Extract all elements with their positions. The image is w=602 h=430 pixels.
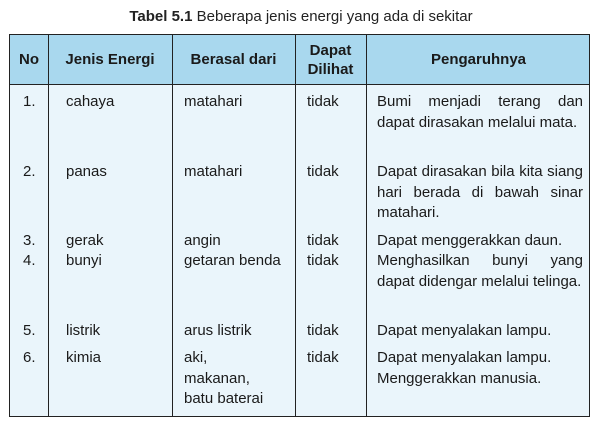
row-3-no: 3.	[23, 232, 36, 249]
row-5-asal: arus listrik	[184, 322, 252, 339]
energy-table	[9, 34, 590, 417]
row-1-no: 1.	[23, 93, 36, 110]
row-5-jenis: listrik	[66, 322, 101, 339]
row-4-dapat: tidak	[307, 252, 339, 269]
header-dapat-line2: Dilihat	[307, 60, 354, 78]
row-6-dapat: tidak	[307, 349, 339, 366]
col-divider-1	[48, 35, 49, 416]
row-3-dapat: tidak	[307, 232, 339, 249]
row-5-dapat: tidak	[307, 322, 339, 339]
row-2-no: 2.	[23, 163, 36, 180]
header-dapat-dilihat	[295, 35, 366, 84]
row-5-pengaruh: Dapat menyalakan lampu.	[377, 322, 552, 339]
row-2-asal: matahari	[184, 163, 243, 180]
row-6-pengaruh: Dapat menyalakan lampu. Menggerakkan manusia.	[377, 349, 552, 387]
row-3-jenis: gerak	[66, 232, 104, 249]
row-4-no: 4.	[23, 252, 36, 269]
row-1-jenis: cahaya	[66, 93, 115, 110]
row-6-jenis: kimia	[66, 349, 102, 366]
row-2-dapat: tidak	[307, 163, 339, 180]
row-4-jenis: bunyi	[66, 252, 102, 269]
row-1-dapat: tidak	[307, 93, 339, 110]
header-no: No	[19, 51, 39, 68]
row-3-asal: angin	[184, 232, 221, 249]
caption-text: Beberapa jenis energi yang ada di sekitar	[196, 8, 473, 25]
row-6-no: 6.	[23, 349, 36, 366]
header-jenis-energi: Jenis Energi	[65, 51, 155, 68]
col-divider-3	[295, 35, 296, 416]
row-2-pengaruh: Dapat dirasakan bila kita siang hari berada di bawah sinar matahari.	[377, 163, 583, 221]
row-1-asal: matahari	[184, 93, 243, 110]
row-6-asal: aki, makanan, batu baterai	[184, 349, 264, 407]
col-divider-4	[366, 35, 367, 416]
header-dapat-line1: Dapat	[309, 41, 352, 59]
row-5-no: 5.	[23, 322, 36, 339]
row-2-jenis: panas	[66, 163, 107, 180]
header-berasal-dari: Berasal dari	[190, 51, 277, 68]
col-divider-2	[172, 35, 173, 416]
row-3-pengaruh: Dapat menggerakkan daun.	[377, 232, 563, 249]
header-pengaruhnya: Pengaruhnya	[430, 51, 527, 68]
row-4-pengaruh: Menghasilkan bunyi yang dapat didengar melalui telinga.	[377, 252, 583, 290]
table-caption	[0, 8, 602, 25]
caption-label: Tabel 5.1	[129, 8, 193, 25]
row-1-pengaruh: Bumi menjadi terang dan dapat dirasakan melalui mata.	[377, 93, 583, 131]
row-4-asal: getaran benda	[184, 252, 281, 269]
